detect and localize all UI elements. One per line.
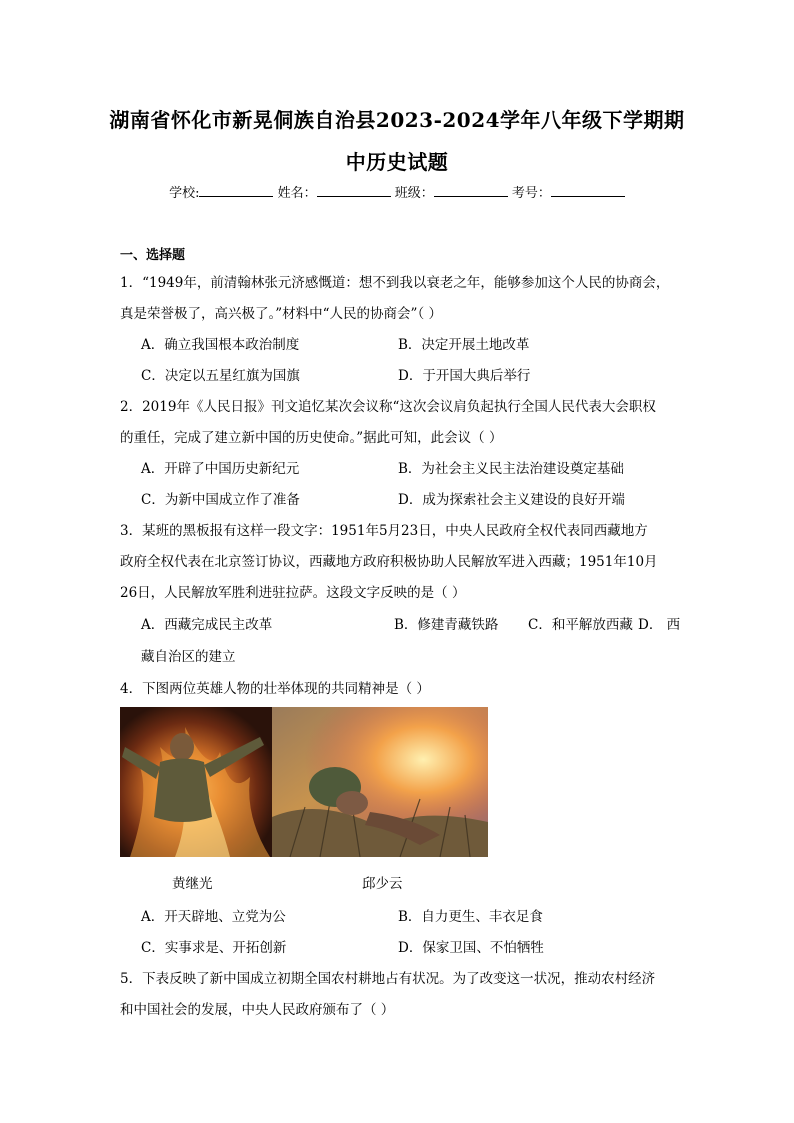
section-heading: 一、选择题	[120, 248, 186, 263]
q1-option-b[interactable]: B．决定开展土地改革	[398, 337, 530, 353]
class-blank[interactable]	[434, 183, 508, 197]
q2-stem-line2: 的重任，完成了建立新中国的历史使命。”据此可知，此会议（ ）	[120, 430, 503, 446]
q4-option-c[interactable]: C．实事求是、开拓创新	[141, 940, 287, 956]
q5-stem-line2: 和中国社会的发展，中央人民政府颁布了（ ）	[120, 1002, 395, 1018]
caption-huang-jiguang: 黄继光	[172, 876, 213, 892]
q3-stem-line1: 3．某班的黑板报有这样一段文字：1951年5月23日，中央人民政府全权代表同西藏地方	[120, 523, 648, 539]
school-label: 学校:	[169, 186, 200, 201]
exam-title-line1: 湖南省怀化市新晃侗族自治县2023-2024学年八年级下学期期	[109, 108, 685, 132]
q2-option-c[interactable]: C．为新中国成立作了准备	[141, 492, 300, 508]
q3-stem-line2: 政府全权代表在北京签订协议，西藏地方政府积极协助人民解放军进入西藏；1951年10月	[120, 554, 658, 570]
class-label: 班级：	[394, 186, 434, 201]
name-label: 姓名：	[277, 186, 317, 201]
q3-option-d-cont: 藏自治区的建立	[141, 649, 236, 665]
q1-option-a[interactable]: A．确立我国根本政治制度	[141, 337, 300, 353]
school-blank[interactable]	[199, 183, 273, 197]
number-label: 考号：	[511, 186, 551, 201]
q5-stem-line1: 5．下表反映了新中国成立初期全国农村耕地占有状况。为了改变这一状况，推动农村经济	[120, 971, 656, 987]
q3-stem-line3: 26日，人民解放军胜利进驻拉萨。这段文字反映的是（ ）	[120, 585, 466, 601]
q1-option-d[interactable]: D．于开国大典后举行	[398, 368, 531, 384]
number-blank[interactable]	[551, 183, 625, 197]
q2-option-d[interactable]: D．成为探索社会主义建设的良好开端	[398, 492, 625, 508]
student-info-row	[0, 182, 794, 201]
q1-option-c[interactable]: C．决定以五星红旗为国旗	[141, 368, 300, 384]
huang-jiguang-figure	[170, 733, 194, 761]
q1-stem-line1: 1．“1949年，前清翰林张元济感慨道：想不到我以衰老之年，能够参加这个人民的协商会，	[120, 275, 670, 291]
q3-option-d[interactable]: D． 西	[638, 617, 681, 633]
heroes-painting-svg	[120, 707, 488, 857]
exam-title-line2: 中历史试题	[345, 150, 449, 174]
caption-qiu-shaoyun: 邱少云	[362, 876, 403, 892]
q3-option-a[interactable]: A．西藏完成民主改革	[141, 617, 273, 633]
heroes-painting	[120, 707, 488, 857]
q4-stem-line1: 4．下图两位英雄人物的壮举体现的共同精神是（ ）	[120, 681, 430, 697]
q3-option-c[interactable]: C．和平解放西藏	[528, 617, 633, 633]
q4-option-d[interactable]: D．保家卫国、不怕牺牲	[398, 940, 544, 956]
q2-option-a[interactable]: A．开辟了中国历史新纪元	[141, 461, 300, 477]
q2-option-b[interactable]: B．为社会主义民主法治建设奠定基础	[398, 461, 624, 477]
q1-stem-line2: 真是荣誉极了，高兴极了。”材料中“人民的协商会”（ ）	[120, 306, 442, 322]
q3-option-b[interactable]: B．修建青藏铁路	[394, 617, 499, 633]
q2-stem-line1: 2．2019年《人民日报》刊文追忆某次会议称“这次会议肩负起执行全国人民代表大会职权	[120, 399, 656, 415]
q4-option-b[interactable]: B．自力更生、丰衣足食	[398, 909, 543, 925]
q4-option-a[interactable]: A．开天辟地、立党为公	[141, 909, 286, 925]
name-blank[interactable]	[317, 183, 391, 197]
